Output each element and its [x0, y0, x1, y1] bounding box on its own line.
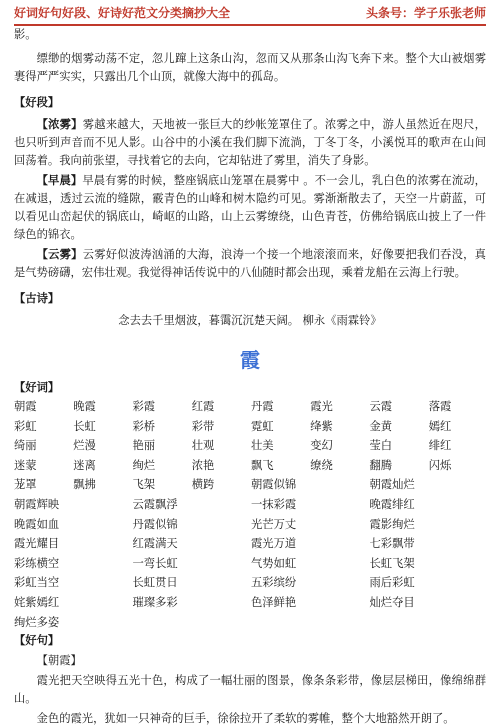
paragraph-text: 早晨有雾的时候，整座锅底山笼罩在晨雾中 。不一会儿，乳白色的浓雾在流动，在减退，透过云流的缝隙，霰青色的山峰和树木隐约可见。雾渐渐散去了，天空一片蔚蓝，可以看见山峦起伏的锅底山，崎岖的山路，山上云雾缭绕，山色青苍，仿佛给锅底山披上了一件绿色的锦衣。 [14, 174, 486, 241]
word-item: 壮观 [191, 439, 215, 453]
word-item: 姹紫嫣红 [14, 595, 60, 609]
word-item: 云霞 [369, 400, 393, 413]
word-item: 迷蒙 [14, 458, 37, 472]
word-item: 绯红 [428, 439, 452, 453]
word-item: 霞影绚烂 [369, 517, 415, 531]
word-grid [14, 397, 486, 632]
word-item: 霞光万道 [251, 537, 297, 551]
word-item: 长虹贯日 [132, 576, 178, 590]
word-item: 一抹彩霞 [251, 497, 297, 511]
word-item: 变幻 [310, 439, 333, 453]
word-item: 迷离 [73, 458, 96, 472]
paragraph-label: 【浓雾】 [36, 118, 83, 131]
section-title-character: 霞 [240, 348, 260, 372]
word-item: 晚霞 [73, 400, 96, 413]
ancient-poem-section [14, 290, 486, 330]
word-item: 五彩缤纷 [251, 576, 297, 590]
xia-section [14, 344, 486, 728]
sentence-2: 金色的霞光，犹如一只神奇的巨手，徐徐拉开了柔软的雾帷，整个大地豁然开朗了。 [36, 712, 455, 726]
paragraph-morning [14, 172, 486, 244]
word-item: 艳丽 [132, 439, 156, 453]
word-item: 莹白 [369, 439, 393, 453]
word-item: 晚霞绯红 [369, 497, 415, 511]
paragraph-label: 【早晨】 [36, 174, 83, 187]
word-item: 色泽鲜艳 [251, 595, 297, 609]
word-item: 彩霞 [132, 400, 156, 413]
ancient-poem-heading: 【古诗】 [14, 292, 60, 305]
word-item: 翻腾 [369, 458, 393, 472]
paragraph-text: 雾越来越大，天地被一张巨大的纱帐笼罩住了。浓雾之中，游人虽然近在咫尺，也只听到声音而不见人影。山谷中的小溪在我们脚下流淌，丁冬丁冬，小溪悦耳的歌声在山间回荡着。我向前张望，寻找着它的去向，它却钻进了雾里，消失了身影。 [14, 118, 486, 167]
word-item: 丹霞 [251, 400, 274, 413]
paragraph-label: 【云雾】 [36, 248, 83, 261]
word-item: 落霞 [428, 400, 452, 413]
word-item: 绚烂 [132, 458, 156, 472]
page-header [14, 0, 486, 26]
word-item: 彩虹 [14, 419, 37, 433]
word-item: 朝霞似锦 [251, 478, 297, 492]
word-item: 绛紫 [310, 419, 333, 433]
word-item: 一弯长虹 [132, 556, 178, 570]
paragraph-clouds [14, 246, 486, 282]
word-item: 霞光 [310, 400, 333, 413]
header-title: 好词好句好段、好诗好范文分类摘抄大全 [14, 5, 231, 20]
word-item: 霓虹 [251, 419, 274, 433]
word-item: 壮美 [251, 439, 274, 453]
word-item: 红霞 [191, 400, 215, 413]
word-item: 璀璨多彩 [132, 595, 178, 609]
ancient-poem-line: 念去去千里烟波，暮霭沉沉楚天阔。 柳永《雨霖铃》 [118, 314, 382, 327]
sentences-heading: 【好句】 [14, 634, 60, 648]
paragraph-text: 云雾好似波涛汹涌的大海，浪涛一个接一个地滚滚而来，好像要把我们吞没，真是气势磅礴，宏伟壮观。我觉得神话传说中的八仙随时都会出现，乘着龙船在云海上行驶。 [14, 248, 486, 279]
word-item: 闪烁 [428, 458, 452, 472]
word-item: 飘飞 [251, 458, 274, 472]
word-item: 绮丽 [14, 439, 37, 453]
word-item: 长虹 [73, 419, 96, 433]
word-item: 气势如虹 [251, 556, 297, 570]
word-item: 光芒万丈 [251, 517, 297, 531]
word-item: 灿烂夺目 [369, 595, 415, 609]
word-item: 飘拂 [73, 478, 96, 492]
word-item: 雨后彩虹 [369, 576, 415, 590]
good-paragraphs-section [14, 94, 486, 282]
word-item: 彩练横空 [14, 556, 60, 570]
word-item: 朝霞灿烂 [369, 478, 415, 492]
word-item: 嫣红 [428, 419, 452, 433]
word-item: 缭绕 [310, 458, 333, 472]
intro-section [14, 26, 486, 86]
word-item: 七彩飘带 [369, 537, 415, 551]
intro-paragraph: 缥缈的烟雾动荡不定，忽儿蹿上这条山沟，忽而又从那条山沟飞奔下来。整个大山被烟雾裹得严严实实，只露出几个山顶，就像大海中的孤岛。 [14, 52, 486, 83]
header-account: 头条号：学子乐张老师 [365, 5, 486, 20]
intro-line: 影。 [14, 28, 37, 41]
word-item: 彩桥 [132, 419, 156, 433]
word-item: 朝霞辉映 [14, 497, 60, 511]
word-item: 霞光耀目 [14, 537, 60, 551]
word-item: 绚烂多姿 [14, 615, 60, 629]
word-item: 云霞飘浮 [132, 497, 178, 511]
paragraph-fog [14, 116, 486, 170]
word-item: 长虹飞架 [369, 556, 415, 570]
word-item: 飞架 [132, 478, 156, 492]
word-item: 横跨 [191, 478, 215, 492]
word-item: 朝霞 [14, 400, 37, 413]
word-item: 彩带 [191, 419, 215, 433]
word-item: 茏罩 [14, 478, 37, 492]
word-item: 红霞满天 [132, 537, 178, 551]
word-item: 丹霞似锦 [132, 517, 178, 531]
word-item: 晚霞如血 [14, 517, 60, 531]
sub-heading-morning-glow: 【朝霞】 [36, 654, 82, 668]
words-heading: 【好词】 [14, 381, 60, 394]
word-item: 浓艳 [191, 458, 215, 472]
good-paragraphs-heading: 【好段】 [14, 96, 60, 109]
word-item: 烂漫 [73, 439, 96, 453]
word-item: 彩虹当空 [14, 576, 60, 590]
sentence-1: 霞光把天空映得五光十色，构成了一幅壮丽的图景，像条条彩带，像层层梯田，像绵绵群山。 [14, 674, 486, 706]
word-item: 金黄 [369, 419, 393, 433]
